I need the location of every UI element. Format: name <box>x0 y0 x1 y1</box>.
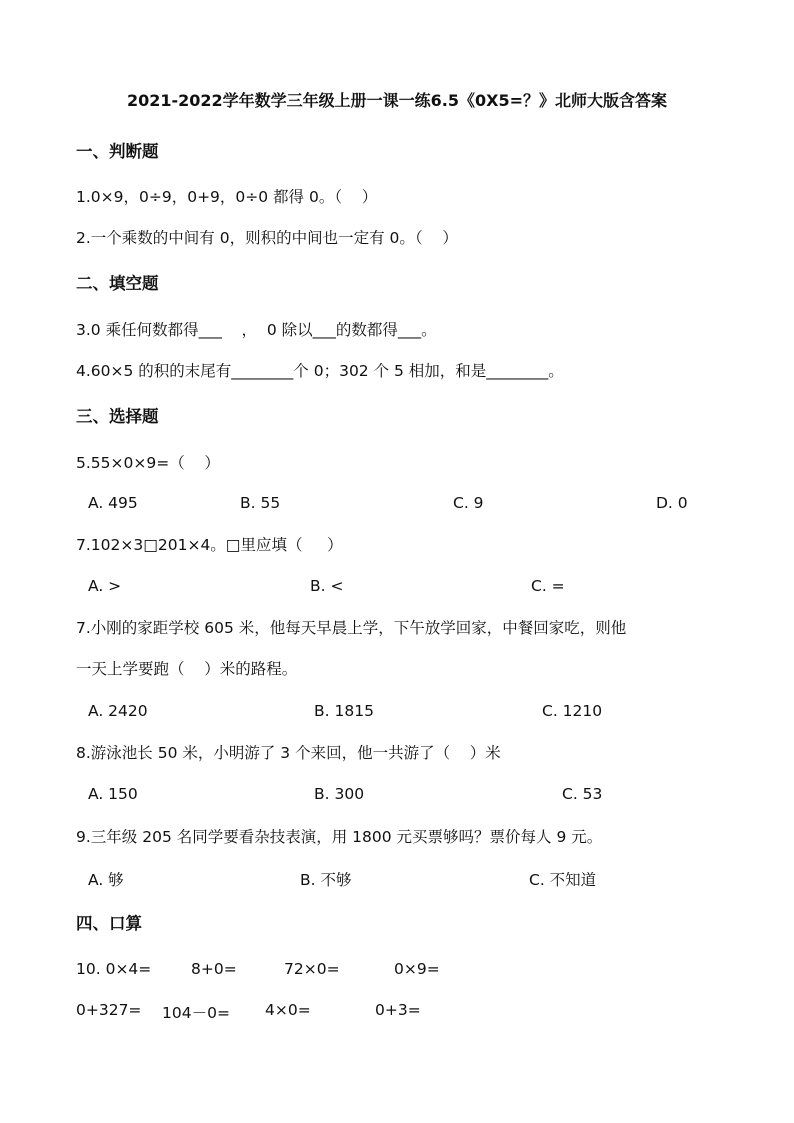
calc-item: 72×0= <box>284 960 340 978</box>
question-9: 9.三年级 205 名同学要看杂技表演，用 1800 元买票够吗？票价每人 9 元。 <box>76 828 603 846</box>
q8-option-a: A. 150 <box>88 785 138 803</box>
page-title: 2021-2022学年数学三年级上册一课一练6.5《0X5=？》北师大版含答案 <box>126 91 668 110</box>
question-1: 1.0×9，0÷9，0+9，0÷0 都得 0。（ ） <box>76 188 378 206</box>
q6-option-c: C. = <box>531 577 565 595</box>
q5-option-a: A. 495 <box>88 494 138 512</box>
calc-item: 4×0= <box>265 1001 311 1019</box>
q7-option-a: A. 2420 <box>88 702 148 720</box>
q6-option-a: A. > <box>88 577 122 595</box>
calc-item: 0+327= <box>76 1001 142 1019</box>
question-7-line-1: 7.小刚的家距学校 605 米，他每天早晨上学，下午放学回家，中餐回家吃，则他 <box>76 619 627 637</box>
section-heading-choice: 三、选择题 <box>76 407 159 426</box>
q9-option-a: A. 够 <box>88 871 124 889</box>
q9-option-b: B. 不够 <box>300 871 352 889</box>
question-8: 8.游泳池长 50 米，小明游了 3 个来回，他一共游了（ ）米 <box>76 744 501 762</box>
q8-option-c: C. 53 <box>562 785 603 803</box>
calc-item: 10. 0×4= <box>76 960 152 978</box>
question-7-line-2: 一天上学要跑（ ）米的路程。 <box>76 660 298 678</box>
q5-option-d: D. 0 <box>656 494 688 512</box>
calc-item: 104－0= <box>162 1004 230 1022</box>
question-2: 2.一个乘数的中间有 0，则积的中间也一定有 0。（ ） <box>76 229 458 247</box>
section-heading-fill-blank: 二、填空题 <box>76 274 159 293</box>
calc-item: 8+0= <box>191 960 237 978</box>
section-heading-judgment: 一、判断题 <box>76 142 159 161</box>
q6-option-b: B. < <box>310 577 344 595</box>
section-heading-mental-math: 四、口算 <box>76 914 142 933</box>
q5-option-b: B. 55 <box>240 494 281 512</box>
q7-option-b: B. 1815 <box>314 702 374 720</box>
q7-option-c: C. 1210 <box>542 702 603 720</box>
calc-item: 0×9= <box>394 960 440 978</box>
question-6: 7.102×3□201×4。□里应填（ ） <box>76 536 343 554</box>
question-4: 4.60×5 的积的末尾有________个 0；302 个 5 相加，和是________。 <box>76 362 564 380</box>
question-3: 3.0 乘任何数都得___ ， 0 除以___的数都得___。 <box>76 321 437 339</box>
q9-option-c: C. 不知道 <box>529 871 597 889</box>
question-5: 5.55×0×9=（ ） <box>76 454 220 472</box>
q8-option-b: B. 300 <box>314 785 365 803</box>
q5-option-c: C. 9 <box>453 494 484 512</box>
calc-item: 0+3= <box>375 1001 421 1019</box>
